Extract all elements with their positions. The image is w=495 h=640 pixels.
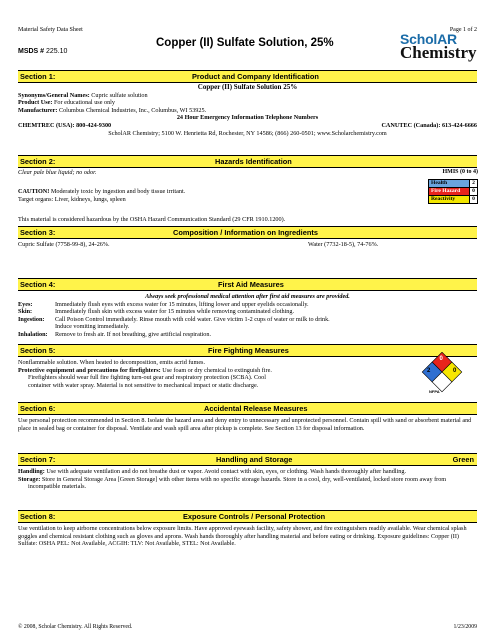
msds-value: 225.10 xyxy=(46,48,68,55)
section-title: Composition / Information on Ingredients xyxy=(173,228,318,237)
first-aid-text: Immediately flush eyes with excess water for 15 minutes, lifting lower and upper eyelids occasionally. xyxy=(55,300,309,308)
first-aid-ingestion-cont xyxy=(18,323,477,331)
section-title: Product and Company Identification xyxy=(192,72,319,81)
caution-label: CAUTION! xyxy=(18,188,50,195)
section-1-header xyxy=(18,70,477,83)
section-number: Section 3: xyxy=(20,228,56,237)
section-4-body xyxy=(18,293,477,339)
firefighter-protection-text: Use foam or dry chemical to extinguish fire. xyxy=(162,366,272,374)
hmis-label: Reactivity xyxy=(429,196,470,203)
appearance: Clear pale blue liquid; no odor. xyxy=(18,169,97,176)
product-use-line xyxy=(18,99,477,107)
first-aid-label: Inhalation: xyxy=(18,330,48,338)
nfpa-fire-value: 0 xyxy=(439,356,443,362)
section-7-body xyxy=(18,468,477,491)
exposure-controls-text: Use ventilation to keep airborne concentrations below exposure limits. Have approved eyewash facility, safety shower, and fire extinguishers readily available. Wear chemical splash goggles and chemical resistant clothing such as gloves and aprons. Wash hands thoroughly after handling material and before eating or drinking. Exposure guidelines: Copper (II) Sulfate: OSHA PEL: Not Available, ACGIH: TLV: Not Available, STEL: Not Available. xyxy=(18,525,467,548)
manufacturer-label: Manufacturer: xyxy=(18,106,58,114)
section-title: Hazards Identification xyxy=(215,157,292,166)
caution-text: Moderately toxic by ingestion and body tissue irritant. xyxy=(50,188,186,195)
section-number: Section 4: xyxy=(20,280,56,289)
storage-color-code: Green xyxy=(452,455,474,464)
first-aid-label: Skin: xyxy=(18,308,33,316)
accidental-release-text: Use personal protection recommended in Section 8. Isolate the hazard area and deny entry to unnecessary and unprotected personnel. Contain spill with sand or absorbent material and place in sealed bag or container for disposal. Ventilate and wash spill area after pickup is complete. See Section 13 for disposal information. xyxy=(18,417,472,432)
section-number: Section 2: xyxy=(20,157,56,166)
first-aid-intro: Always seek professional medical attention after first aid measures are provided. xyxy=(145,293,350,300)
logo-bottom-text: Chemistry xyxy=(400,43,477,62)
first-aid-text: Induce vomiting immediately. xyxy=(55,323,130,331)
section-title: Exposure Controls / Personal Protection xyxy=(183,512,326,521)
section-3-header xyxy=(18,226,477,239)
company-address: ScholAR Chemistry; 5100 W. Henrietta Rd, Rochester, NY 14586; (866) 260-0501; www.Scholarchemistry.com xyxy=(108,129,387,137)
section-6-header xyxy=(18,402,477,415)
firefighter-gear-line: Firefighters should wear full fire fighting turn-out gear and respiratory protection (SCBA). Cool xyxy=(28,374,266,382)
logo-top-text: ScholAR xyxy=(400,31,457,47)
section-title: First Aid Measures xyxy=(218,280,284,289)
caution-line xyxy=(18,188,408,196)
section-1-body xyxy=(18,84,477,137)
handling-paragraph xyxy=(18,468,477,476)
storage-label: Storage: xyxy=(18,475,41,483)
section-2-header xyxy=(18,155,477,168)
nfpa-health-value: 2 xyxy=(427,368,431,374)
first-aid-text: Call Poison Control immediately. Rinse mouth with cold water. Give victim 1-2 cups of water or milk to drink. xyxy=(55,315,330,323)
hmis-label: Fire Hazard xyxy=(429,188,470,195)
page-title: Copper (II) Sulfate Solution, 25% xyxy=(156,37,334,49)
hmis-value: 0 xyxy=(472,188,475,194)
msds-label: MSDS # xyxy=(18,48,45,55)
first-aid-label: Eyes: xyxy=(18,300,33,308)
synonyms-line xyxy=(18,92,477,100)
hmis-label: Health xyxy=(429,180,470,187)
section-title: Fire Fighting Measures xyxy=(208,346,289,355)
section-number: Section 6: xyxy=(20,404,56,413)
hmis-fire-row xyxy=(428,187,478,195)
hmis-title: HMIS (0 to 4) xyxy=(442,169,478,175)
first-aid-eyes xyxy=(18,301,477,309)
section-title: Handling and Storage xyxy=(216,455,293,464)
synonyms-label: Synonyms/General Names: xyxy=(18,91,90,99)
doc-type: Material Safety Data Sheet xyxy=(18,27,83,33)
flammability-note: Nonflammable solution. When heated to decomposition, emits acrid fumes. xyxy=(18,359,206,366)
emergency-heading: 24 Hour Emergency Information Telephone Numbers xyxy=(176,114,319,122)
firefighter-protection xyxy=(18,367,398,375)
section-5-body xyxy=(18,359,398,389)
section-4-header xyxy=(18,278,477,291)
revision-date: 1/23/2009 xyxy=(453,624,477,630)
manufacturer-value: Columbus Chemical Industries, Inc., Columbus, WI 53925. xyxy=(58,106,207,114)
page-number: Page 1 of 2 xyxy=(449,27,477,33)
firefighter-protection-label: Protective equipment and precautions for firefighters: xyxy=(18,366,161,374)
section-number: Section 7: xyxy=(20,455,56,464)
hmis-health-row xyxy=(428,179,478,187)
handling-label: Handling: xyxy=(18,468,45,475)
product-title: Copper (II) Sulfate Solution 25% xyxy=(197,83,298,91)
scholar-logo xyxy=(400,31,477,62)
canutec-phone: CANUTEC (Canada): 613-424-6666 xyxy=(381,121,477,129)
target-organs: Target organs: Liver, kidneys, lungs, spleen xyxy=(18,196,126,203)
hmis-value: 2 xyxy=(472,180,475,186)
product-use-value: For educational use only xyxy=(53,99,115,107)
hmis-value: 0 xyxy=(472,196,475,202)
section-8-header xyxy=(18,510,477,523)
synonyms-value: Cupric sulfate solution xyxy=(91,91,148,99)
section-number: Section 8: xyxy=(20,512,56,521)
section-number: Section 1: xyxy=(20,72,56,81)
section-5-header xyxy=(18,344,477,357)
storage-paragraph xyxy=(18,476,477,491)
section-title: Accidental Release Measures xyxy=(204,404,308,413)
hmis-reactivity-row xyxy=(428,195,478,204)
first-aid-skin xyxy=(18,308,477,316)
phone-numbers xyxy=(18,122,477,130)
composition-line xyxy=(18,241,477,249)
first-aid-label: Ingestion: xyxy=(18,315,45,323)
ingredient-water: Water (7732-18-5), 74-76%. xyxy=(308,241,379,248)
manufacturer-line xyxy=(18,107,477,115)
storage-text: Store in General Storage Area [Green Storage] with other items with no specific storage hazards. Store in a cool, dry, well-ventilated, locked store room away from incompatible materials. xyxy=(28,475,447,491)
nfpa-reactivity-value: 0 xyxy=(453,368,457,374)
handling-text: Use with adequate ventilation and do not breathe dust or vapor. Avoid contact with skin, eyes, or clothing. Wash hands thoroughly after handling. xyxy=(46,468,406,475)
hmis-table xyxy=(428,169,478,204)
section-number: Section 5: xyxy=(20,346,56,355)
chemtrec-phone: CHEMTREC (USA): 800-424-9300 xyxy=(18,121,112,129)
product-use-label: Product Use: xyxy=(18,99,53,107)
nfpa-label: NFPA xyxy=(429,389,440,394)
nfpa-diamond xyxy=(420,352,464,396)
firefighter-gear-line-2: container with water spray. Material is not sensitive to mechanical impact or static discharge. xyxy=(28,381,259,389)
first-aid-ingestion xyxy=(18,316,477,324)
first-aid-text: Remove to fresh air. If not breathing, give artificial respiration. xyxy=(55,330,212,338)
msds-number xyxy=(18,48,67,55)
ingredient-copper-sulfate: Cupric Sulfate (7758-99-8), 24-26%. xyxy=(18,241,110,248)
osha-statement: This material is considered hazardous by the OSHA Hazard Communication Standard (29 CFR 1910.1200). xyxy=(18,216,286,223)
first-aid-label xyxy=(18,323,55,331)
first-aid-text: Immediately flush skin with excess water for 15 minutes while removing contaminated clothing. xyxy=(55,308,295,316)
copyright: © 2008, Scholar Chemistry. All Rights Reserved. xyxy=(18,624,133,630)
section-7-header xyxy=(18,453,477,466)
first-aid-inhalation xyxy=(18,331,477,339)
